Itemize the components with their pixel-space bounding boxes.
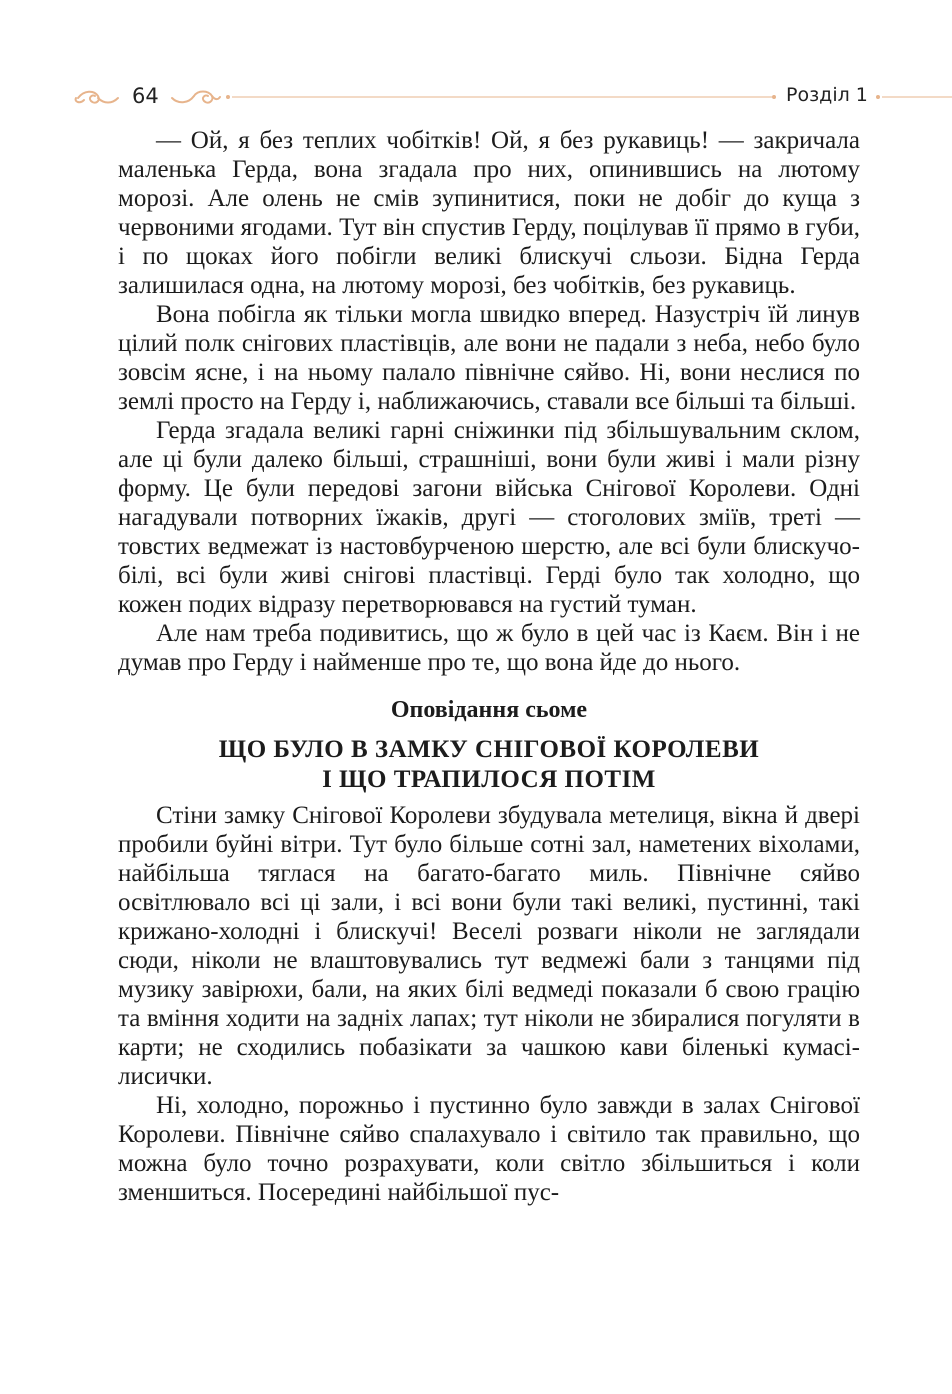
page-number: 64 — [132, 84, 159, 108]
paragraph: Ні, холодно, порожньо і пустинно було завжди в залах Снігової Королеви. Північне сяйво спалахувало і світило так правильно, що можна було точно розрахувати, коли світло збільшиться і коли зменшиться. Посередині найбільшої пус- — [118, 1092, 860, 1206]
right-flourish-icon — [172, 92, 220, 103]
paragraph: — Ой, я без теплих чобітків! Ой, я без рукавиць! — закричала маленька Герда, вона згадала про них, опинившись на лютому морозі. Але олень не смів зупинитися, поки не добіг до куща з червоними ягодами. Тут він спустив Герду, поцілував її прямо в губи, і по щоках його побігли великі блискучі сльози. Бідна Герда залишилася одна, на лютому морозі, без чобітків, без рукавиць. — [118, 127, 860, 299]
left-flourish-icon — [76, 92, 118, 103]
chapter-title — [118, 735, 860, 795]
paragraph: Стіни замку Снігової Королеви збудувала метелиця, вікна й двері пробили буйні вітри. Тут було більше сотні зал, наметених віхолами, найбільша тяглася на багато-багато миль. Північне сяйво освітлювало всі ці зали, і всі вони були такі великі, пустинні, такі крижано-холодні і блискучі! Веселі розваги ніколи не заглядали сюди, ніколи не влаштовувались тут ведмежі бали з танцями під музику завірюхи, бали, на яких білі ведмеді показали б свою грацію та вміння ходити на задніх лапах; тут ніколи не збиралися погуляти в карти; не сходились побазікати за чашкою кави біленькі кумасі-лисички. — [118, 802, 860, 1090]
paragraph: Вона побігла як тільки могла швидко вперед. Назустріч їй линув цілий полк снігових пластівців, але вони не падали з неба, небо було зовсім ясне, і на ньому палало північне сяйво. Ні, вони неслися по землі просто на Герду і, наближаючись, ставали все більші та більші. — [118, 301, 860, 415]
rule-dot-icon — [226, 95, 230, 99]
paragraph: Але нам треба подивитись, що ж було в цей час із Каєм. Він і не думав про Герду і найменше про те, що вона йде до нього. — [118, 620, 860, 676]
rule-dot-icon — [876, 95, 880, 99]
chapter-title-line: І ЩО ТРАПИЛОСЯ ПОТІМ — [322, 766, 656, 793]
section-label: Розділ 1 — [786, 84, 868, 106]
paragraph: Герда згадала великі гарні сніжинки під збільшувальним склом, але ці були далеко більші, страшніші, вони були живі і мали різну форму. Це були передові загони війська Снігової Королеви. Одні нагадували потворних їжаків, другі — стоголових зміїв, треті — товстих ведмежат із настовбурченою шерстю, але всі були блискучо-білі, всі були живі снігові пластівці. Герді було так холодно, що кожен подих відразу перетворювався на густий туман. — [118, 417, 860, 618]
rule-dot-icon — [772, 95, 776, 99]
body-text — [118, 126, 860, 1207]
page-header — [0, 78, 952, 114]
chapter-label: Оповідання сьоме — [390, 697, 588, 723]
chapter-title-line: ЩО БУЛО В ЗАМКУ СНІГОВОЇ КОРОЛЕВИ — [218, 736, 760, 763]
